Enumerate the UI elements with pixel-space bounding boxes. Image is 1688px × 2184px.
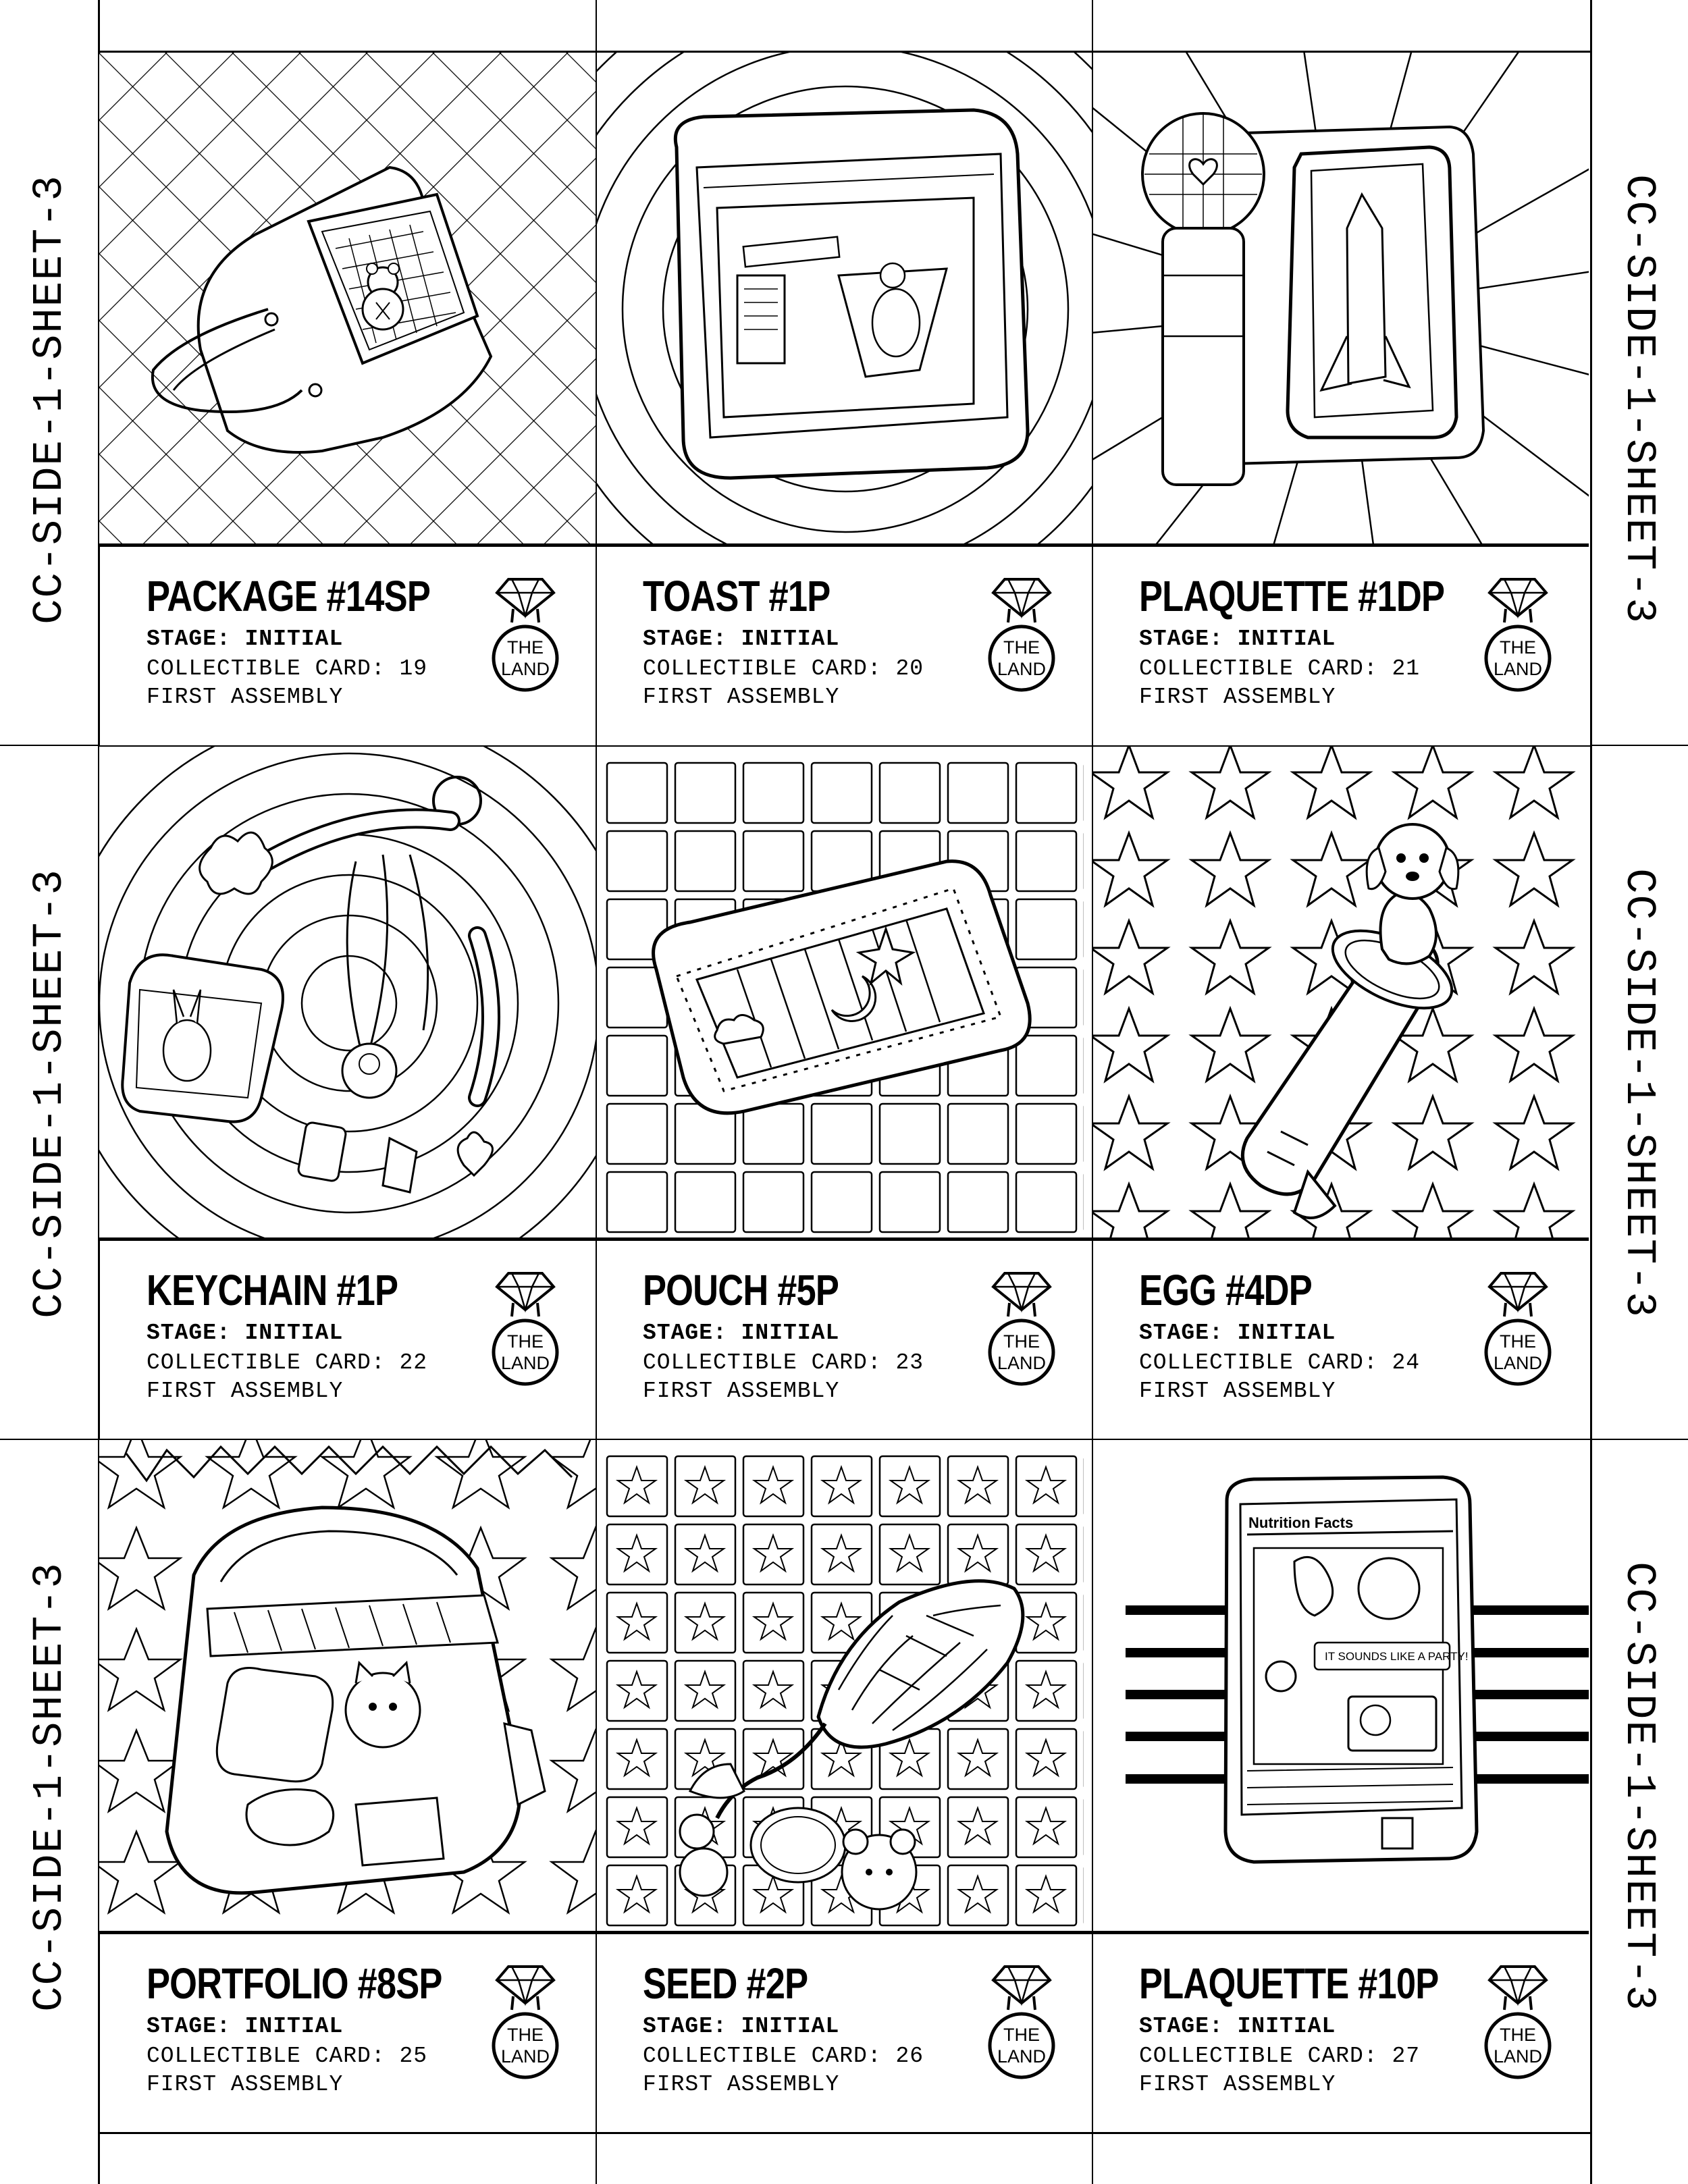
- card-title: PACKAGE #14SP: [147, 572, 431, 620]
- card-number: COLLECTIBLE CARD: 26: [643, 2044, 924, 2069]
- card-art-drawstring-bag: [99, 53, 596, 543]
- card-stage: STAGE: INITIAL: [1139, 1321, 1336, 1346]
- card-assembly: FIRST ASSEMBLY: [643, 2072, 840, 2097]
- nutrition-facts-text: Nutrition Facts: [1248, 1514, 1354, 1531]
- card: [596, 1440, 1092, 2133]
- card-assembly: FIRST ASSEMBLY: [643, 685, 840, 710]
- side-label: [19, 1440, 80, 2133]
- card-divider: [1092, 53, 1093, 2132]
- card-art-seed: [596, 1440, 1092, 1931]
- card: [596, 747, 1092, 1439]
- trim-mark: [596, 0, 597, 51]
- card-assembly: FIRST ASSEMBLY: [1139, 685, 1336, 710]
- card-art-toast: [596, 53, 1092, 543]
- badge-line-1: THE: [1003, 1331, 1040, 1352]
- card-assembly: FIRST ASSEMBLY: [147, 1379, 344, 1404]
- badge-line-2: LAND: [997, 2046, 1047, 2067]
- badge-line-2: LAND: [500, 659, 550, 679]
- card-info: [99, 1931, 596, 2133]
- card-info: [1092, 543, 1589, 745]
- card: [99, 53, 596, 745]
- trim-mark: [1092, 0, 1093, 51]
- gem-medal-icon: [988, 1268, 1055, 1396]
- side-label-text: CC-SIDE-1-SHEET-3: [1614, 868, 1663, 1319]
- card-number: COLLECTIBLE CARD: 19: [147, 656, 428, 681]
- gem-medal-icon: [1484, 1268, 1552, 1396]
- card-number: COLLECTIBLE CARD: 20: [643, 656, 924, 681]
- card: [1092, 53, 1589, 745]
- card-assembly: FIRST ASSEMBLY: [643, 1379, 840, 1404]
- card-stage: STAGE: INITIAL: [643, 627, 840, 651]
- badge-line-2: LAND: [1493, 659, 1543, 679]
- card: [596, 53, 1092, 745]
- card: [99, 747, 596, 1439]
- card-art-nutrition-plaque: [1092, 1440, 1589, 1931]
- card-stage: STAGE: INITIAL: [1139, 627, 1336, 651]
- trim-mark: [1092, 2134, 1093, 2184]
- badge-line-2: LAND: [997, 1353, 1047, 1373]
- side-label-text: CC-SIDE-1-SHEET-3: [1614, 1561, 1663, 2012]
- card-title: SEED #2P: [643, 1959, 808, 2008]
- card-title: TOAST #1P: [643, 572, 830, 620]
- side-label-text: CC-SIDE-1-SHEET-3: [25, 174, 74, 624]
- card-info: [1092, 1237, 1589, 1439]
- trim-mark: [596, 2134, 597, 2184]
- card-info: [99, 1237, 596, 1439]
- gem-medal-icon: [1484, 574, 1552, 702]
- card-number: COLLECTIBLE CARD: 21: [1139, 656, 1421, 681]
- card-art-pouch: [596, 747, 1092, 1237]
- badge-line-2: LAND: [997, 659, 1047, 679]
- party-speech-text: IT SOUNDS LIKE A PARTY!: [1325, 1650, 1469, 1663]
- card-title: PORTFOLIO #8SP: [147, 1959, 442, 2008]
- card-assembly: FIRST ASSEMBLY: [1139, 1379, 1336, 1404]
- card-title: PLAQUETTE #1DP: [1139, 572, 1445, 620]
- gem-medal-icon: [1484, 1961, 1552, 2089]
- card-info: [1092, 1931, 1589, 2133]
- badge-line-1: THE: [1003, 2025, 1040, 2045]
- card-divider: [99, 1439, 1590, 1440]
- side-label: [1608, 53, 1669, 745]
- card-title: EGG #4DP: [1139, 1266, 1312, 1314]
- card-stage: STAGE: INITIAL: [147, 1321, 344, 1346]
- side-label-text: CC-SIDE-1-SHEET-3: [25, 1561, 74, 2012]
- side-label: [19, 53, 80, 745]
- badge-line-1: THE: [1003, 637, 1040, 658]
- card-title: KEYCHAIN #1P: [147, 1266, 398, 1314]
- badge-line-2: LAND: [1493, 1353, 1543, 1373]
- card-stage: STAGE: INITIAL: [147, 627, 344, 651]
- card-number: COLLECTIBLE CARD: 27: [1139, 2044, 1421, 2069]
- card-info: [596, 1931, 1092, 2133]
- gem-medal-icon: [988, 574, 1055, 702]
- gem-medal-icon: [492, 1961, 559, 2089]
- badge-line-1: THE: [507, 2025, 544, 2045]
- card-number: COLLECTIBLE CARD: 25: [147, 2044, 428, 2069]
- badge-line-1: THE: [1500, 1331, 1536, 1352]
- gem-medal-icon: [492, 1268, 559, 1396]
- card: [1092, 1440, 1589, 2133]
- side-label-text: CC-SIDE-1-SHEET-3: [1614, 174, 1663, 624]
- badge-line-2: LAND: [500, 1353, 550, 1373]
- card-art-egg: [1092, 747, 1589, 1237]
- card-stage: STAGE: INITIAL: [643, 1321, 840, 1346]
- card: [99, 1440, 596, 2133]
- card-art-keychain: [99, 747, 596, 1237]
- side-label: [1608, 747, 1669, 1439]
- badge-line-1: THE: [507, 637, 544, 658]
- badge-line-1: THE: [1500, 637, 1536, 658]
- trim-line-right: [1590, 0, 1592, 2184]
- card-title: POUCH #5P: [643, 1266, 839, 1314]
- card-divider: [99, 745, 1590, 747]
- side-label: [19, 747, 80, 1439]
- card-divider: [596, 53, 597, 2132]
- card-info: [596, 543, 1092, 745]
- card-art-portfolio: [99, 1440, 596, 1931]
- card-assembly: FIRST ASSEMBLY: [1139, 2072, 1336, 2097]
- card-assembly: FIRST ASSEMBLY: [147, 2072, 344, 2097]
- card-assembly: FIRST ASSEMBLY: [147, 685, 344, 710]
- card-number: COLLECTIBLE CARD: 24: [1139, 1350, 1421, 1375]
- card-art-rocket-frame: [1092, 53, 1589, 543]
- side-label-text: CC-SIDE-1-SHEET-3: [25, 868, 74, 1319]
- badge-line-2: LAND: [1493, 2046, 1543, 2067]
- card-title: PLAQUETTE #10P: [1139, 1959, 1439, 2008]
- gem-medal-icon: [988, 1961, 1055, 2089]
- badge-line-1: THE: [507, 1331, 544, 1352]
- badge-line-1: THE: [1500, 2025, 1536, 2045]
- card-stage: STAGE: INITIAL: [147, 2014, 344, 2039]
- badge-line-2: LAND: [500, 2046, 550, 2067]
- gem-medal-icon: [492, 574, 559, 702]
- card-number: COLLECTIBLE CARD: 23: [643, 1350, 924, 1375]
- card-stage: STAGE: INITIAL: [1139, 2014, 1336, 2039]
- card-info: [596, 1237, 1092, 1439]
- side-label: [1608, 1440, 1669, 2133]
- card-stage: STAGE: INITIAL: [643, 2014, 840, 2039]
- card-number: COLLECTIBLE CARD: 22: [147, 1350, 428, 1375]
- card-info: [99, 543, 596, 745]
- card: [1092, 747, 1589, 1439]
